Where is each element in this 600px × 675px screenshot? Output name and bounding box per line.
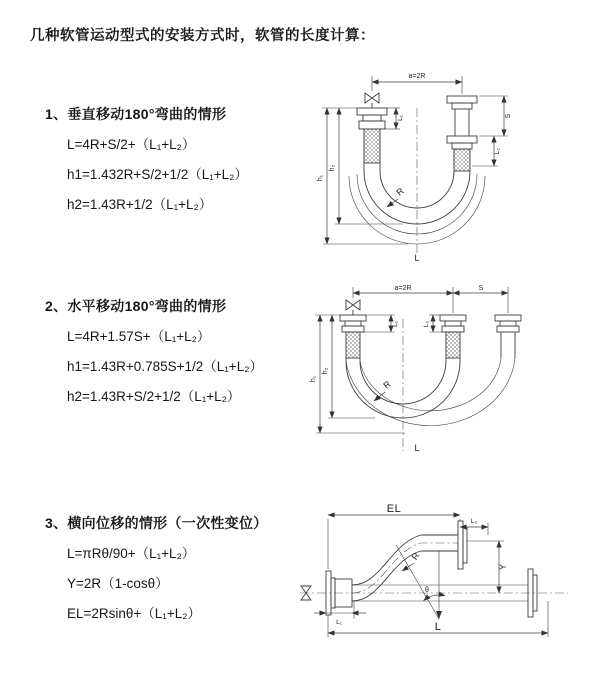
dim-label-theta: θ (425, 587, 429, 594)
page-title: 几种软管运动型式的安装方式时，软管的长度计算： (30, 28, 375, 44)
formula-line: L=πRθ/90+（L₁+L₂） (67, 546, 196, 561)
section-3-heading: 3、横向位移的情形（一次性变位） (45, 515, 268, 531)
section-horizontal-movement (45, 296, 320, 412)
section-1-heading: 1、垂直移动180°弯曲的情形 (45, 106, 227, 122)
dim-h2 (322, 315, 375, 418)
section-vertical-movement (45, 104, 320, 220)
dim-span (372, 73, 462, 94)
dim-label-s: S (478, 285, 484, 292)
left-fitting (357, 108, 387, 171)
radius-leader (374, 378, 393, 401)
dim-l1 (362, 315, 399, 332)
dim-label-r: R (394, 185, 406, 198)
dim-el (328, 503, 460, 569)
dim-l2 (460, 518, 488, 535)
section-lateral-displacement (45, 513, 320, 629)
braided-hose-section (446, 332, 460, 358)
section-2-heading: 2、水平移动180°弯曲的情形 (45, 298, 227, 314)
dim-label-l2: L₂ (423, 320, 430, 328)
dim-label-el: EL (386, 503, 402, 515)
dim-label-y: Y (498, 563, 508, 571)
dim-label-l: L (414, 443, 420, 453)
right-fitting-ghost (495, 315, 521, 358)
dim-label-l1: L₁ (336, 619, 342, 626)
dim-label-span: a=2R (394, 285, 412, 292)
diagram-horizontal-180-bend (305, 281, 555, 466)
dim-label-l: L (414, 253, 420, 263)
dim-h2 (329, 108, 403, 224)
dim-h1 (317, 108, 408, 244)
dim-l1 (314, 601, 366, 626)
hose-u-arcs (346, 358, 515, 426)
dim-label-h1: h₁ (310, 375, 317, 383)
hose-s-curve (352, 535, 458, 601)
braided-hose-section (454, 149, 470, 171)
dim-label-l1: L₁ (392, 321, 399, 327)
dim-l (328, 601, 548, 637)
dim-label-h2: h₂ (329, 164, 336, 172)
middle-fitting (440, 315, 466, 358)
formula-line: L=4R+1.57S+（L₁+L₂） (67, 329, 211, 344)
diagram-lateral-displacement (296, 501, 576, 651)
formula-line: Y=2R（1-cosθ） (67, 576, 169, 591)
valve-icon (346, 300, 360, 315)
braided-hose-section (364, 129, 380, 163)
dim-label-l2: L₂ (494, 147, 501, 155)
formula-line: h1=1.432R+S/2+1/2（L₁+L₂） (67, 167, 248, 182)
dim-label-h1: h₁ (317, 174, 324, 182)
dim-label-l2: L₂ (470, 518, 478, 525)
dim-label-h2: h₂ (322, 367, 329, 375)
formula-line: h2=1.43R+S/2+1/2（L₁+L₂） (67, 389, 241, 404)
dim-s (479, 96, 512, 136)
formula-line: h2=1.43R+1/2（L₁+L₂） (67, 197, 213, 212)
diagram-vertical-180-bend (308, 66, 543, 266)
dim-span (353, 285, 508, 313)
dim-l2 (472, 136, 501, 166)
dim-l2 (423, 315, 446, 332)
dim-label-r: R (409, 550, 422, 562)
formula-line: h1=1.43R+0.785S+1/2（L₁+L₂） (67, 359, 263, 374)
upper-fitting (458, 521, 467, 569)
formula-line: L=4R+S/2+（L₁+L₂） (67, 137, 196, 152)
left-fitting (340, 315, 366, 358)
dim-label-span: a=2R (408, 73, 426, 80)
dim-label-s: S (505, 113, 512, 119)
valve-icon (365, 93, 379, 108)
dim-label-r: R (381, 378, 393, 391)
dim-label-l1: L₁ (397, 115, 404, 121)
dim-label-l: L (434, 621, 442, 633)
right-fitting (447, 96, 477, 171)
braided-hose-section (346, 332, 360, 358)
formula-line: EL=2Rsinθ+（L₁+L₂） (67, 606, 201, 621)
dim-l1 (385, 108, 404, 129)
